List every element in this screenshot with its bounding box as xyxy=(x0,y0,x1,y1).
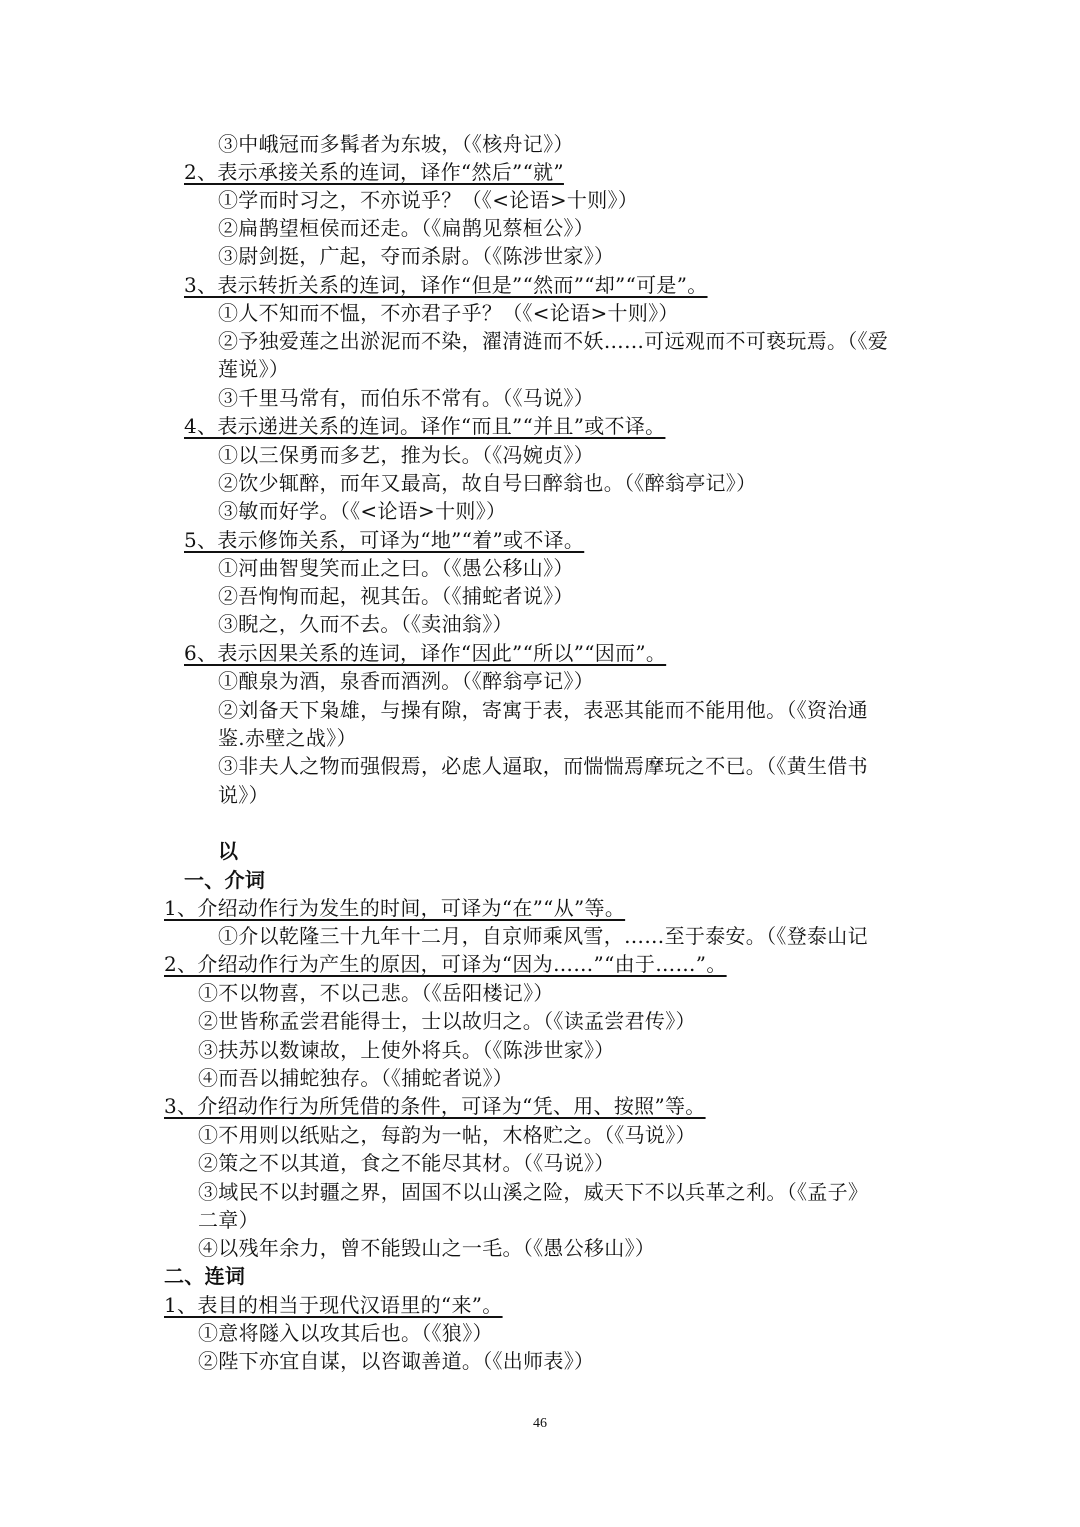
example-line: ②予独爱莲之出淤泥而不染，濯清涟而不妖……可远观而不可亵玩焉。（《爱 xyxy=(218,329,889,353)
example-line: ④以残年余力，曾不能毁山之一毛。（《愚公移山》） xyxy=(198,1236,656,1260)
section-heading: 2、表示承接关系的连词，译作“然后”“就” xyxy=(184,160,564,184)
example-line-continued: 说》） xyxy=(218,783,269,807)
example-line: ②刘备天下枭雄，与操有隙，寄寓于表，表恶其能而不能用他。（《资治通 xyxy=(218,698,868,722)
example-line: ②扁鹊望桓侯而还走。（《扁鹊见蔡桓公》） xyxy=(218,216,594,240)
section-heading: 3、表示转折关系的连词，译作“但是”“然而”“却”“可是”。 xyxy=(184,273,708,297)
example-line: ②吾恂恂而起，视其缶。（《捕蛇者说》） xyxy=(218,584,574,608)
example-line: ②陛下亦宜自谋，以咨诹善道。（《出师表》） xyxy=(198,1349,595,1373)
example-line: ③非夫人之物而强假焉，必虑人逼取，而惴惴焉摩玩之不已。（《黄生借书 xyxy=(218,754,868,778)
section-heading: 4、表示递进关系的连词。译作“而且”“并且”或不译。 xyxy=(184,414,666,438)
example-line: ③千里马常有，而伯乐不常有。（《马说》） xyxy=(218,386,594,410)
part-heading: 二、连词 xyxy=(164,1264,246,1288)
example-line: ①意将隧入以攻其后也。（《狼》） xyxy=(198,1321,493,1345)
example-line: ③域民不以封疆之界，固国不以山溪之险，威天下不以兵革之利。（《孟子》 xyxy=(198,1180,869,1204)
section-heading: 6、表示因果关系的连词，译作“因此”“所以”“因而”。 xyxy=(184,641,667,665)
example-line: ②世皆称孟尝君能得士，士以故归之。（《读孟尝君传》） xyxy=(198,1009,696,1033)
example-line: ②策之不以其道，食之不能尽其材。（《马说》） xyxy=(198,1151,615,1175)
example-line: ③中峨冠而多髯者为东坡，（《核舟记》） xyxy=(218,132,574,156)
example-line-continued: 鉴.赤壁之战》） xyxy=(218,726,357,750)
section-heading: 1、介绍动作行为发生的时间，可译为“在”“从”等。 xyxy=(164,896,626,920)
example-line: ①学而时习之，不亦说乎？（《<论语>十则》） xyxy=(218,188,639,212)
example-line: ③敏而好学。（《<论语>十则》） xyxy=(218,499,507,523)
example-line: ①不用则以纸贴之，每韵为一帖，木格贮之。（《马说》） xyxy=(198,1123,696,1147)
example-line: ①以三保勇而多艺，推为长。（《冯婉贞》） xyxy=(218,443,594,467)
section-heading: 2、介绍动作行为产生的原因，可译为“因为……”“由于……”。 xyxy=(164,952,727,976)
part-heading: 一、介词 xyxy=(184,868,266,892)
example-line: ③睨之，久而不去。（《卖油翁》） xyxy=(218,612,513,636)
example-line-continued: 莲说》） xyxy=(218,357,290,381)
section-heading: 5、表示修饰关系，可译为“地”“着”或不译。 xyxy=(184,528,585,552)
example-line: ①河曲智叟笑而止之曰。（《愚公移山》） xyxy=(218,556,574,580)
character-title: 以 xyxy=(218,839,239,863)
section-heading: 3、介绍动作行为所凭借的条件，可译为“凭、用、按照”等。 xyxy=(164,1094,706,1118)
example-line: ③扶苏以数谏故，上使外将兵。（《陈涉世家》） xyxy=(198,1038,615,1062)
example-line: ①人不知而不愠，不亦君子乎？（《<论语>十则》） xyxy=(218,301,679,325)
page-number: 46 xyxy=(533,1416,547,1431)
example-line: ③尉剑挺，广起，夺而杀尉。（《陈涉世家》） xyxy=(218,244,615,268)
example-line-continued: 二章） xyxy=(198,1208,259,1232)
example-line: ①酿泉为酒，泉香而酒洌。（《醉翁亭记》） xyxy=(218,669,594,693)
example-line: ②饮少辄醉，而年又最高，故自号曰醉翁也。（《醉翁亭记》） xyxy=(218,471,757,495)
example-line: ①介以乾隆三十九年十二月，自京师乘风雪，……至于泰安。（《登泰山记 xyxy=(218,924,868,948)
example-line: ①不以物喜，不以己悲。（《岳阳楼记》） xyxy=(198,981,554,1005)
example-line: ④而吾以捕蛇独存。（《捕蛇者说》） xyxy=(198,1066,514,1090)
section-heading: 1、表目的相当于现代汉语里的“来”。 xyxy=(164,1293,503,1317)
